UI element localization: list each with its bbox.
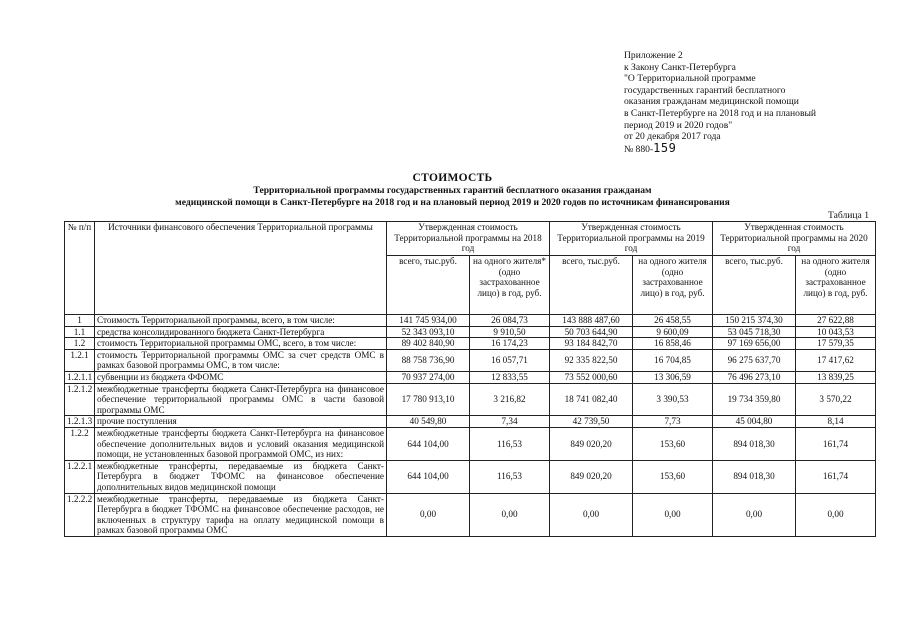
row-source-name: Стоимость Территориальной программы, всего, в том числе: [95,315,387,327]
cell-total-2019: 849 020,20 [550,427,633,460]
cell-per-person-2018: 26 084,73 [470,315,550,327]
appendix-line: "О Территориальной программе [624,73,756,85]
cell-total-2020: 150 215 374,30 [713,315,796,327]
cell-per-person-2020: 17 579,35 [796,338,876,350]
appendix-line: от 20 декабря 2017 года [624,131,721,143]
table-row [65,383,876,416]
cell-total-2019: 73 552 000,60 [550,371,633,383]
table-row [65,371,876,383]
row-number: 1.2.1.1 [65,371,95,383]
page-subtitle [0,185,905,208]
row-source-name: стоимость Территориальной программы ОМС за счет средств ОМС в рамках базовой программы ОМС, в том числе: [95,349,387,371]
row-source-name: субвенции из бюджета ФФОМС [95,371,387,383]
cell-per-person-2019: 16 858,46 [633,338,713,350]
cell-per-person-2019: 0,00 [633,493,713,536]
row-number: 1.2.1.3 [65,416,95,428]
cell-total-2020: 894 018,30 [713,460,796,493]
cell-total-2019: 18 741 082,40 [550,383,633,416]
cell-total-2018: 644 104,00 [387,460,470,493]
cell-per-person-2018: 3 216,82 [470,383,550,416]
cell-total-2018: 89 402 840,90 [387,338,470,350]
header-total-2019: всего, тыс.руб. [550,256,633,315]
cell-total-2018: 644 104,00 [387,427,470,460]
row-source-name: средства консолидированного бюджета Санкт-Петербурга [95,326,387,338]
cell-per-person-2020: 17 417,62 [796,349,876,371]
appendix-line: Приложение 2 [624,50,683,61]
cell-total-2020: 894 018,30 [713,427,796,460]
cell-total-2019: 143 888 487,60 [550,315,633,327]
table-body [65,315,876,537]
row-number: 1.2.1.2 [65,383,95,416]
header-total-2018: всего, тыс.руб. [387,256,470,315]
appendix-block [624,50,816,155]
cell-total-2020: 53 045 718,30 [713,326,796,338]
document-number [624,140,816,156]
cell-per-person-2020: 161,74 [796,427,876,460]
row-number: 1.2 [65,338,95,350]
cell-per-person-2020: 8,14 [796,416,876,428]
header-per-person-2018: на одного жителя* (одно застрахованное лицо) в год, руб. [470,256,550,315]
cell-per-person-2018: 16 057,71 [470,349,550,371]
row-number: 1.2.2.2 [65,493,95,536]
table-row [65,349,876,371]
table-row [65,326,876,338]
cell-total-2020: 97 169 656,00 [713,338,796,350]
row-number: 1.2.1 [65,349,95,371]
cell-total-2019: 93 184 842,70 [550,338,633,350]
cell-total-2018: 141 745 934,00 [387,315,470,327]
row-number: 1.2.2 [65,427,95,460]
header-per-person-2020: на одного жителя (одно застрахованное лицо) в год, руб. [796,256,876,315]
header-source: Источники финансового обеспечения Территориальной программы [95,222,387,315]
cell-per-person-2018: 116,53 [470,427,550,460]
cell-per-person-2020: 10 043,53 [796,326,876,338]
appendix-line: государственных гарантий бесплатного [624,84,786,96]
header-year-2018: Утвержденная стоимость Территориальной программы на 2018 год [387,222,550,256]
row-number: 1.2.2.1 [65,460,95,493]
cell-total-2018: 17 780 913,10 [387,383,470,416]
cell-total-2018: 40 549,80 [387,416,470,428]
row-source-name: прочие поступления [95,416,387,428]
cell-per-person-2018: 16 174,23 [470,338,550,350]
cell-total-2020: 19 734 359,80 [713,383,796,416]
table-row [65,315,876,327]
cell-per-person-2019: 13 306,59 [633,371,713,383]
cell-per-person-2020: 27 622,88 [796,315,876,327]
row-number: 1 [65,315,95,327]
table-row [65,493,876,536]
row-source-name: межбюджетные трансферты бюджета Санкт-Петербурга на финансовое обеспечение дополнительных видов и условий оказания медицинской помощи, не установленных базовой программой ОМС, из них: [95,427,387,460]
cell-total-2020: 76 496 273,10 [713,371,796,383]
cell-per-person-2019: 9 600,09 [633,326,713,338]
table-row [65,427,876,460]
row-source-name: стоимость Территориальной программы ОМС, всего, в том числе: [95,338,387,350]
appendix-line: в Санкт-Петербурге на 2018 год и на плановый [624,107,817,119]
subtitle-line: медицинской помощи в Санкт-Петербурге на 2018 год и на плановый период 2019 и 2020 годов по источникам финансирования [175,196,730,208]
cell-total-2019: 0,00 [550,493,633,536]
document-number-handwritten: 159 [653,140,677,155]
table-label: Таблица 1 [827,210,869,221]
cell-per-person-2018: 0,00 [470,493,550,536]
cell-total-2020: 0,00 [713,493,796,536]
table-row [65,416,876,428]
table-row [65,460,876,493]
header-num: № п/п [65,222,95,315]
cell-per-person-2019: 153,60 [633,427,713,460]
cell-total-2018: 88 758 736,90 [387,349,470,371]
cell-per-person-2019: 7,73 [633,416,713,428]
cell-total-2019: 50 703 644,90 [550,326,633,338]
document-number-prefix: № 880- [624,143,654,155]
cell-total-2020: 45 004,80 [713,416,796,428]
row-source-name: межбюджетные трансферты, передаваемые из бюджета Санкт-Петербурга в бюджет ТФОМС на финансовое обеспечение расходов, не включенных в структуру тарифа на оплату медицинской помощи в рамках базовой программы ОМС [95,493,387,536]
cell-per-person-2019: 16 704,85 [633,349,713,371]
cell-total-2018: 0,00 [387,493,470,536]
cell-per-person-2020: 3 570,22 [796,383,876,416]
subtitle-line: Территориальной программы государственных гарантий бесплатного оказания гражданам [253,185,652,196]
appendix-line: к Закону Санкт-Петербурга [624,61,736,73]
cell-per-person-2019: 153,60 [633,460,713,493]
cell-per-person-2020: 13 839,25 [796,371,876,383]
appendix-line: оказания гражданам медицинской помощи [624,96,799,108]
header-year-2019: Утвержденная стоимость Территориальной программы на 2019 год [550,222,713,256]
page-title: СТОИМОСТЬ [412,172,493,184]
cost-table [64,221,876,537]
cell-per-person-2018: 9 910,50 [470,326,550,338]
header-per-person-2019: на одного жителя (одно застрахованное лицо) в год, руб. [633,256,713,315]
cell-per-person-2018: 12 833,55 [470,371,550,383]
cell-per-person-2020: 0,00 [796,493,876,536]
cell-total-2018: 52 343 093,10 [387,326,470,338]
cell-per-person-2018: 116,53 [470,460,550,493]
table-row [65,338,876,350]
header-total-2020: всего, тыс.руб. [713,256,796,315]
row-number: 1.1 [65,326,95,338]
cell-per-person-2020: 161,74 [796,460,876,493]
header-year-2020: Утвержденная стоимость Территориальной программы на 2020 год [713,222,876,256]
row-source-name: межбюджетные трансферты, передаваемые из бюджета Санкт-Петербурга в бюджет ТФОМС на финансовое обеспечение дополнительных видов медицинской помощи [95,460,387,493]
cell-total-2019: 42 739,50 [550,416,633,428]
cell-total-2019: 849 020,20 [550,460,633,493]
cell-per-person-2018: 7,34 [470,416,550,428]
row-source-name: межбюджетные трансферты бюджета Санкт-Петербурга на финансовое обеспечение территориальной программы ОМС в части базовой программы ОМС [95,383,387,416]
cell-per-person-2019: 26 458,55 [633,315,713,327]
cell-total-2020: 96 275 637,70 [713,349,796,371]
cell-total-2019: 92 335 822,50 [550,349,633,371]
cell-total-2018: 70 937 274,00 [387,371,470,383]
appendix-line: период 2019 и 2020 годов" [624,119,733,131]
cell-per-person-2019: 3 390,53 [633,383,713,416]
